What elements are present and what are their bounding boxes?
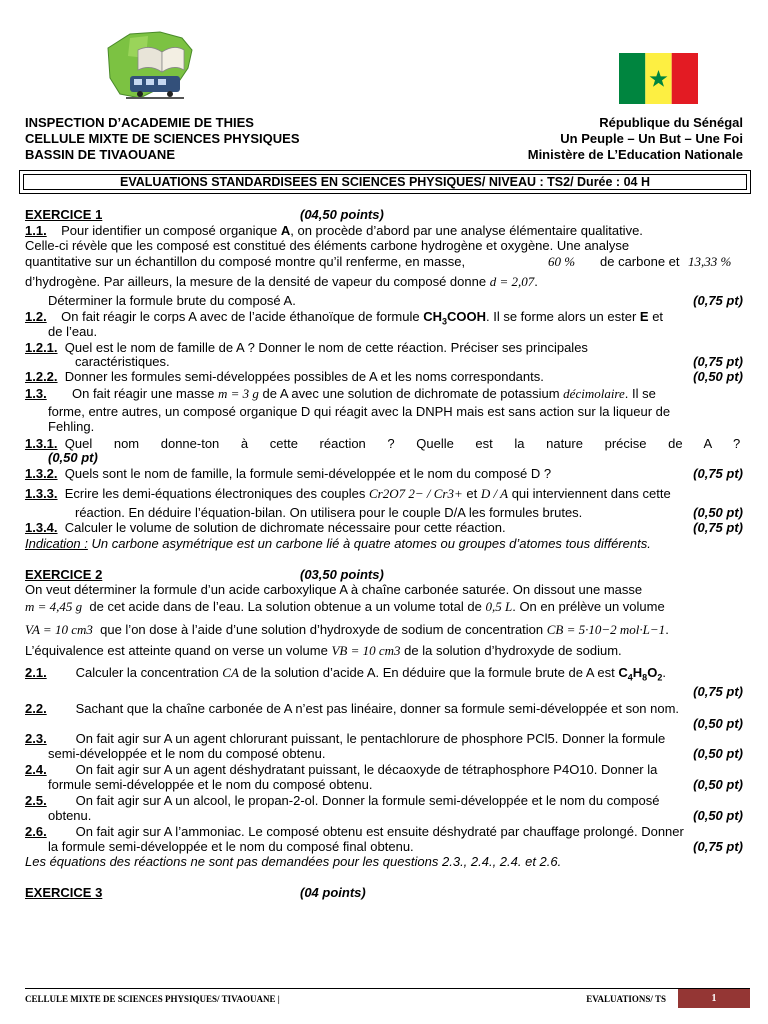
question-1-3-4: 1.3.4. Calculer le volume de solution de dichromate nécessaire pour cette réaction. (0,75 pt)	[25, 520, 743, 535]
exercise-2-heading: EXERCICE 2 (03,50 points)	[25, 567, 384, 582]
header-line-2: CELLULE MIXTE DE SCIENCES PHYSIQUES Un Peuple – Un But – Une Foi	[25, 131, 743, 146]
exercise-2-note: Les équations des réactions ne sont pas demandées pour les questions 2.3., 2.4., 2.4. et 2.6.	[25, 854, 562, 869]
question-2-5: 2.5. On fait agir sur A un alcool, le propan-2-ol. Donner la formule semi-développée et le nom du composé	[25, 793, 660, 808]
page-number: 1	[678, 989, 750, 1008]
question-1-2-2: 1.2.2. Donner les formules semi-développées possibles de A et les noms correspondants. (0,50 pt)	[25, 369, 743, 384]
question-1-3: 1.3. On fait réagir une masse m = 3 g de A avec une solution de dichromate de potassium décimolaire. Il se	[25, 386, 656, 401]
question-1-3-3-line-2: réaction. En déduire l’équation-bilan. On utilisera pour le couple D/A les formules brutes. (0,50 pt)	[75, 505, 743, 520]
question-1-2: 1.2. On fait réagir le corps A avec de l’acide éthanoïque de formule $CH_3COOH$. Il se forme alors un ester E et	[25, 309, 664, 327]
question-1-3-3: 1.3.3. Ecrire les demi-équations électroniques des couples Cr2O7 2− / Cr3+ et D / A qui interviennent dans cette	[25, 486, 671, 501]
exercise-1-heading: EXERCICE 1 (04,50 points)	[25, 207, 384, 222]
question-2-3: 2.3. On fait agir sur A un agent chlorurant puissant, le pentachlorure de phosphore PCl5. Donner la formule	[25, 731, 666, 746]
question-1-3-line-3: Fehling.	[48, 419, 95, 434]
question-1-3-1: 1.3.1. Quel nom donne-ton à cette réaction ? Quelle est la nature précise de A ?	[25, 436, 741, 451]
footer-left: CELLULE MIXTE DE SCIENCES PHYSIQUES/ TIVAOUANE |	[25, 994, 280, 1004]
header-line-1: INSPECTION D’ACADEMIE DE THIES République du Sénégal	[25, 115, 743, 130]
question-1-1-line-2: Celle-ci révèle que les composé est constitué des éléments carbone hydrogène et oxygène. Une analyse	[25, 238, 630, 253]
footer-right: EVALUATIONS/ TS	[586, 994, 666, 1004]
question-2-1: 2.1. Calculer la concentration CA de la solution d’acide A. En déduire que la formule brute de A est $C_4H_8O_2$.	[25, 665, 666, 683]
question-2-6-line-2: la formule semi-développée et le nom du composé final obtenu. (0,75 pt)	[48, 839, 743, 854]
academy-logo	[100, 28, 200, 108]
question-1-1-line-3: quantitative sur un échantillon du composé montre qu’il renferme, en masse, 60 % de carbone et 13,33 %	[25, 254, 732, 269]
header-line-3: BASSIN DE TIVAOUANE Ministère de L’Education Nationale	[25, 147, 743, 162]
exercise-2-line-2: m = 4,45 g de cet acide dans de l’eau. La solution obtenue a un volume total de 0,5 L. On en prélève un volume	[25, 599, 665, 614]
exam-banner: EVALUATIONS STANDARDISEES EN SCIENCES PHYSIQUES/ NIVEAU : TS2/ Durée : 04 H	[19, 170, 751, 194]
question-2-6: 2.6. On fait agir sur A l’ammoniac. Le composé obtenu est ensuite déshydraté par chauffage prolongé. Donner	[25, 824, 684, 839]
question-2-4: 2.4. On fait agir sur A un agent déshydratant puissant, le décaoxyde de tétraphosphore P4O10. Donner la	[25, 762, 658, 777]
indication: Indication : Un carbone asymétrique est un carbone lié à quatre atomes ou groupes d’atomes tous différents.	[25, 536, 651, 551]
question-1-2-line-2: de l’eau.	[48, 324, 98, 339]
question-2-2: 2.2. Sachant que la chaîne carbonée de A n’est pas linéaire, donner sa formule semi-développée et son nom.	[25, 701, 680, 716]
question-1-2-1-line-2: caractéristiques. (0,75 pt)	[75, 354, 743, 369]
question-1-3-2: 1.3.2. Quels sont le nom de famille, la formule semi-développée et le nom du composé D ? (0,75 pt)	[25, 466, 743, 481]
page-footer	[25, 988, 750, 1009]
question-1-3-line-2: forme, entre autres, un composé organique D qui réagit avec la DNPH mais est sans action sur la liqueur de	[48, 404, 671, 419]
question-1-1-line-5: Déterminer la formule brute du composé A. (0,75 pt)	[48, 293, 743, 308]
exercise-2-line-4: L’équivalence est atteinte quand on verse un volume VB = 10 cm3 de la solution d’hydroxyde de sodium.	[25, 643, 622, 658]
question-2-5-line-2: obtenu. (0,50 pt)	[48, 808, 743, 823]
exercise-2-line-3: VA = 10 cm3 que l’on dose à l’aide d’une solution d’hydroxyde de sodium de concentration CB = 5·10−2 mol·L−1.	[25, 622, 669, 637]
exercise-3-heading: EXERCICE 3 (04 points)	[25, 885, 366, 900]
question-1-2-1: 1.2.1. Quel est le nom de famille de A ? Donner le nom de cette réaction. Préciser ses principales	[25, 340, 588, 355]
question-1-3-1-points: (0,50 pt)	[48, 450, 98, 465]
question-2-4-line-2: formule semi-développée et le nom du composé obtenu. (0,50 pt)	[48, 777, 743, 792]
senegal-flag-icon	[619, 53, 698, 104]
question-1-1-line-4: d’hydrogène. Par ailleurs, la mesure de la densité de vapeur du composé donne d = 2,07.	[25, 274, 538, 289]
question-2-3-line-2: semi-développée et le nom du composé obtenu. (0,50 pt)	[48, 746, 743, 761]
question-1-1: 1.1. Pour identifier un composé organique A, on procède d’abord par une analyse élémentaire qualitative.	[25, 223, 643, 238]
exercise-2-line-1: On veut déterminer la formule d’un acide carboxylique A à chaîne carbonée saturée. On dissout une masse	[25, 582, 643, 597]
